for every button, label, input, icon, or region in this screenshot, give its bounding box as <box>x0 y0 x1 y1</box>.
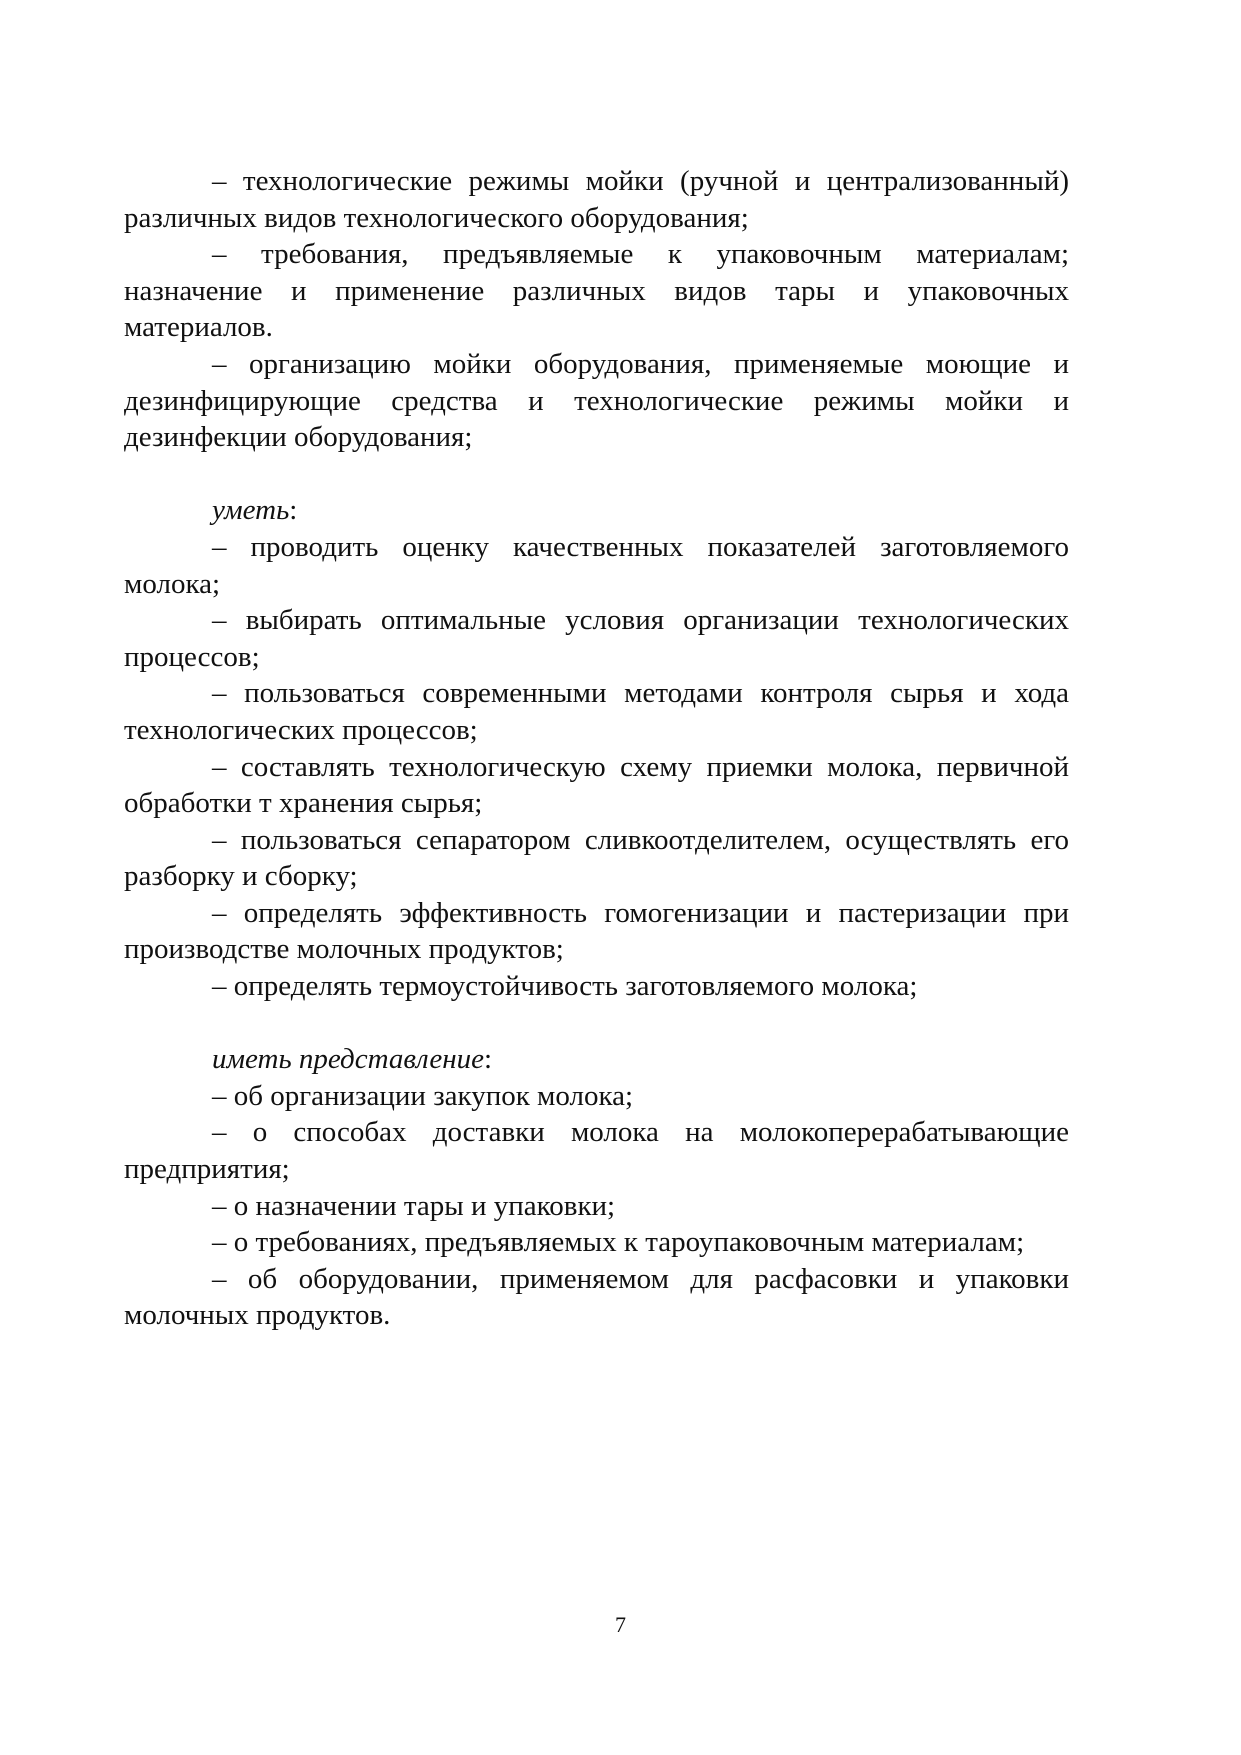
skills-heading-text: уметь <box>212 494 290 527</box>
awareness-item-1: – об организации закупок молока; <box>212 1079 634 1112</box>
skill-item-5: – пользоваться сепаратором сливкоотделителем, осуществлять его разборку и сборку; <box>124 823 1069 893</box>
skills-heading-colon: : <box>289 494 298 527</box>
know-item-3: – организацию мойки оборудования, применяемые моющие и дезинфицирующие средства и технологические режимы мойки и дезинфекции оборудования; <box>124 347 1069 454</box>
skill-item-1: – проводить оценку качественных показателей заготовляемого молока; <box>124 530 1069 600</box>
know-item-2: – требования, предъявляемые к упаковочным материалам; назначение и применение различных видов тары и упаковочных материалов. <box>124 238 1069 344</box>
skill-item-2: – выбирать оптимальные условия организации технологических процессов; <box>124 604 1069 673</box>
awareness-item-4: – о требованиях, предъявляемых к тароупаковочным материалам; <box>212 1226 1025 1259</box>
skill-item-4: – составлять технологическую схему приемки молока, первичной обработки т хранения сырья; <box>124 750 1069 820</box>
awareness-item-3: – о назначении тары и упаковки; <box>212 1189 616 1222</box>
section-spacer <box>124 1005 1069 1042</box>
page-number: 7 <box>615 1612 626 1637</box>
awareness-heading <box>124 1041 1069 1078</box>
section-spacer <box>124 456 1069 493</box>
skills-heading <box>124 492 1069 529</box>
skill-item-6: – определять эффективность гомогенизации и пастеризации при производстве молочных продуктов; <box>124 896 1069 966</box>
awareness-item-2: – о способах доставки молока на молокоперерабатывающие предприятия; <box>124 1116 1069 1186</box>
skill-item-3: – пользоваться современными методами контроля сырья и хода технологических процессов; <box>124 677 1069 746</box>
awareness-heading-colon: : <box>483 1043 493 1076</box>
page-content <box>124 163 1069 1334</box>
awareness-item-5: – об оборудовании, применяемом для расфасовки и упаковки молочных продуктов. <box>124 1262 1069 1332</box>
awareness-heading-text: иметь представление <box>212 1043 484 1076</box>
skill-item-7: – определять термоустойчивость заготовляемого молока; <box>212 970 918 1003</box>
know-item-1: – технологические режимы мойки (ручной и централизованный) различных видов технологического оборудования; <box>124 165 1069 234</box>
